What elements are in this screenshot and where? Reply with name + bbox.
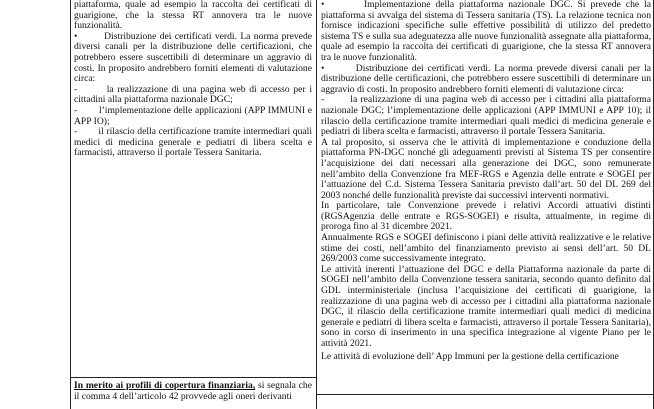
copertura-text: si segnala che il comma 4 dell’articolo 42 provvede agli oneri derivanti	[74, 380, 312, 402]
left-paragraph: • Distribuzione dei certificati verdi. La norma prevede diversi canali per la distribuzione delle certificazioni, che potrebbero essere suscettibili di determinare un aggravio di costi. In proposito andrebbero forniti elementi di valutazione circa:	[74, 30, 312, 85]
left-paragraph: - la realizzazione di una pagina web di accesso per i cittadini alla piattaforma nazionale DGC;	[74, 83, 312, 106]
right-paragraph: - la realizzazione di una pagina web di accesso per i cittadini alla piattaforma nazionale DGC; l’implementazione delle applicazioni (APP IMMUNI e APP 10); il rilascio della certificazione tramite intermediari quali medici di medicina generale e pediatri di libera scelta e farmacisti, attraverso il portale Tessera Sanitaria.	[321, 94, 651, 138]
table-row-divider	[70, 377, 316, 378]
left-column	[74, 0, 312, 159]
left-paragraph: piattaforma, quale ad esempio la raccolta dei certificati di guarigione, che la stessa RT annovera tra le nuove funzionalità.	[74, 0, 312, 32]
right-paragraph: Annualmente RGS e SOGEI definiscono i piani delle attività realizzative e le relative stime dei costi, nell’ambito del finanziamento previsto ai sensi dell’art. 50 DL 269/2003 come successivamente integrato.	[321, 232, 651, 265]
copertura-finanziaria-paragraph	[74, 381, 312, 402]
right-column	[321, 0, 651, 362]
left-paragraph: - l’implementazione delle applicazioni (APP IMMUNI e APP IO);	[74, 104, 312, 127]
right-paragraph: • Distribuzione dei certificati verdi. La norma prevede diversi canali per la distribuzione delle certificazioni, che potrebbero essere suscettibili di determinare un aggravio di costi. In proposito andrebbero forniti elementi di valutazione circa:	[321, 62, 651, 95]
right-paragraph: Le attività di evoluzione dell’ App Immuni per la gestione della certificazione	[321, 350, 619, 362]
right-paragraph: A tal proposito, si osserva che le attività di implementazione e conduzione della piattaforma PN-DGC nonché gli adeguamenti previsti al Sistema TS per consentire l’acquisizione dei dati necessari alla generazione dei DGC, sono remunerate nell’ambito della Convenzione fra MEF-RGS e Agenzia delle entrate e SOGEI per l’attuazione del C.d. Sistema Tessera Sanitaria previsto dall’art. 50 del DL 269 del 2003 nonché delle funzionalità previste dai successivi interventi normativi.	[321, 136, 651, 201]
table-row-divider	[316, 394, 653, 395]
copertura-heading: In merito ai profili di copertura finanziaria,	[74, 380, 256, 391]
left-paragraph: - il rilascio della certificazione tramite intermediari quali medici di medicina generale e pediatri di libera scelta e farmacisti, attraverso il portale Tessera Sanitaria.	[74, 126, 312, 159]
right-paragraph: • Implementazione della piattaforma nazionale DGC. Si prevede che la piattaforma si avvalga del sistema di Tessera sanitaria (TS). La relazione tecnica non fornisce indicazioni specifiche sulle effettive possibilità di utilizzo del predetto sistema TS e sulla sua adeguatezza alle nuove funzionalità assegnate alla piattaforma, quale ad esempio la raccolta dei certificati di guarigione, che la stessa RT annovera tra le nuove funzionalità.	[321, 0, 651, 63]
right-paragraph: Le attività inerenti l’attuazione del DGC e della Piattaforma nazionale da parte di SOGEI nell’ambito della Convenzione tessera sanitaria, secondo quanto definito dal GDL interministeriale (inclusa l’acquisizione dei certificati di guarigione, la realizzazione di una pagina web di accesso per i cittadini alla piattaforma nazionale DGC, il rilascio della certificazione tramite intermediari quali medici di medicina generale e pediatri di libera scelta e farmacisti, attraverso il portale Tessera Sanitaria), sono in corso di inserimento in una specifica integrazione al vigente Piano per le attività 2021.	[321, 263, 651, 349]
table-column-divider	[316, 0, 317, 409]
table-border-left	[70, 0, 71, 409]
right-paragraph: In particolare, tale Convenzione prevede i relativi Accordi attuativi distinti (RGSAgenzia delle entrate e RGS-SOGEI) e risulta, attualmente, in regime di proroga fino al 31 dicembre 2021.	[321, 200, 651, 233]
